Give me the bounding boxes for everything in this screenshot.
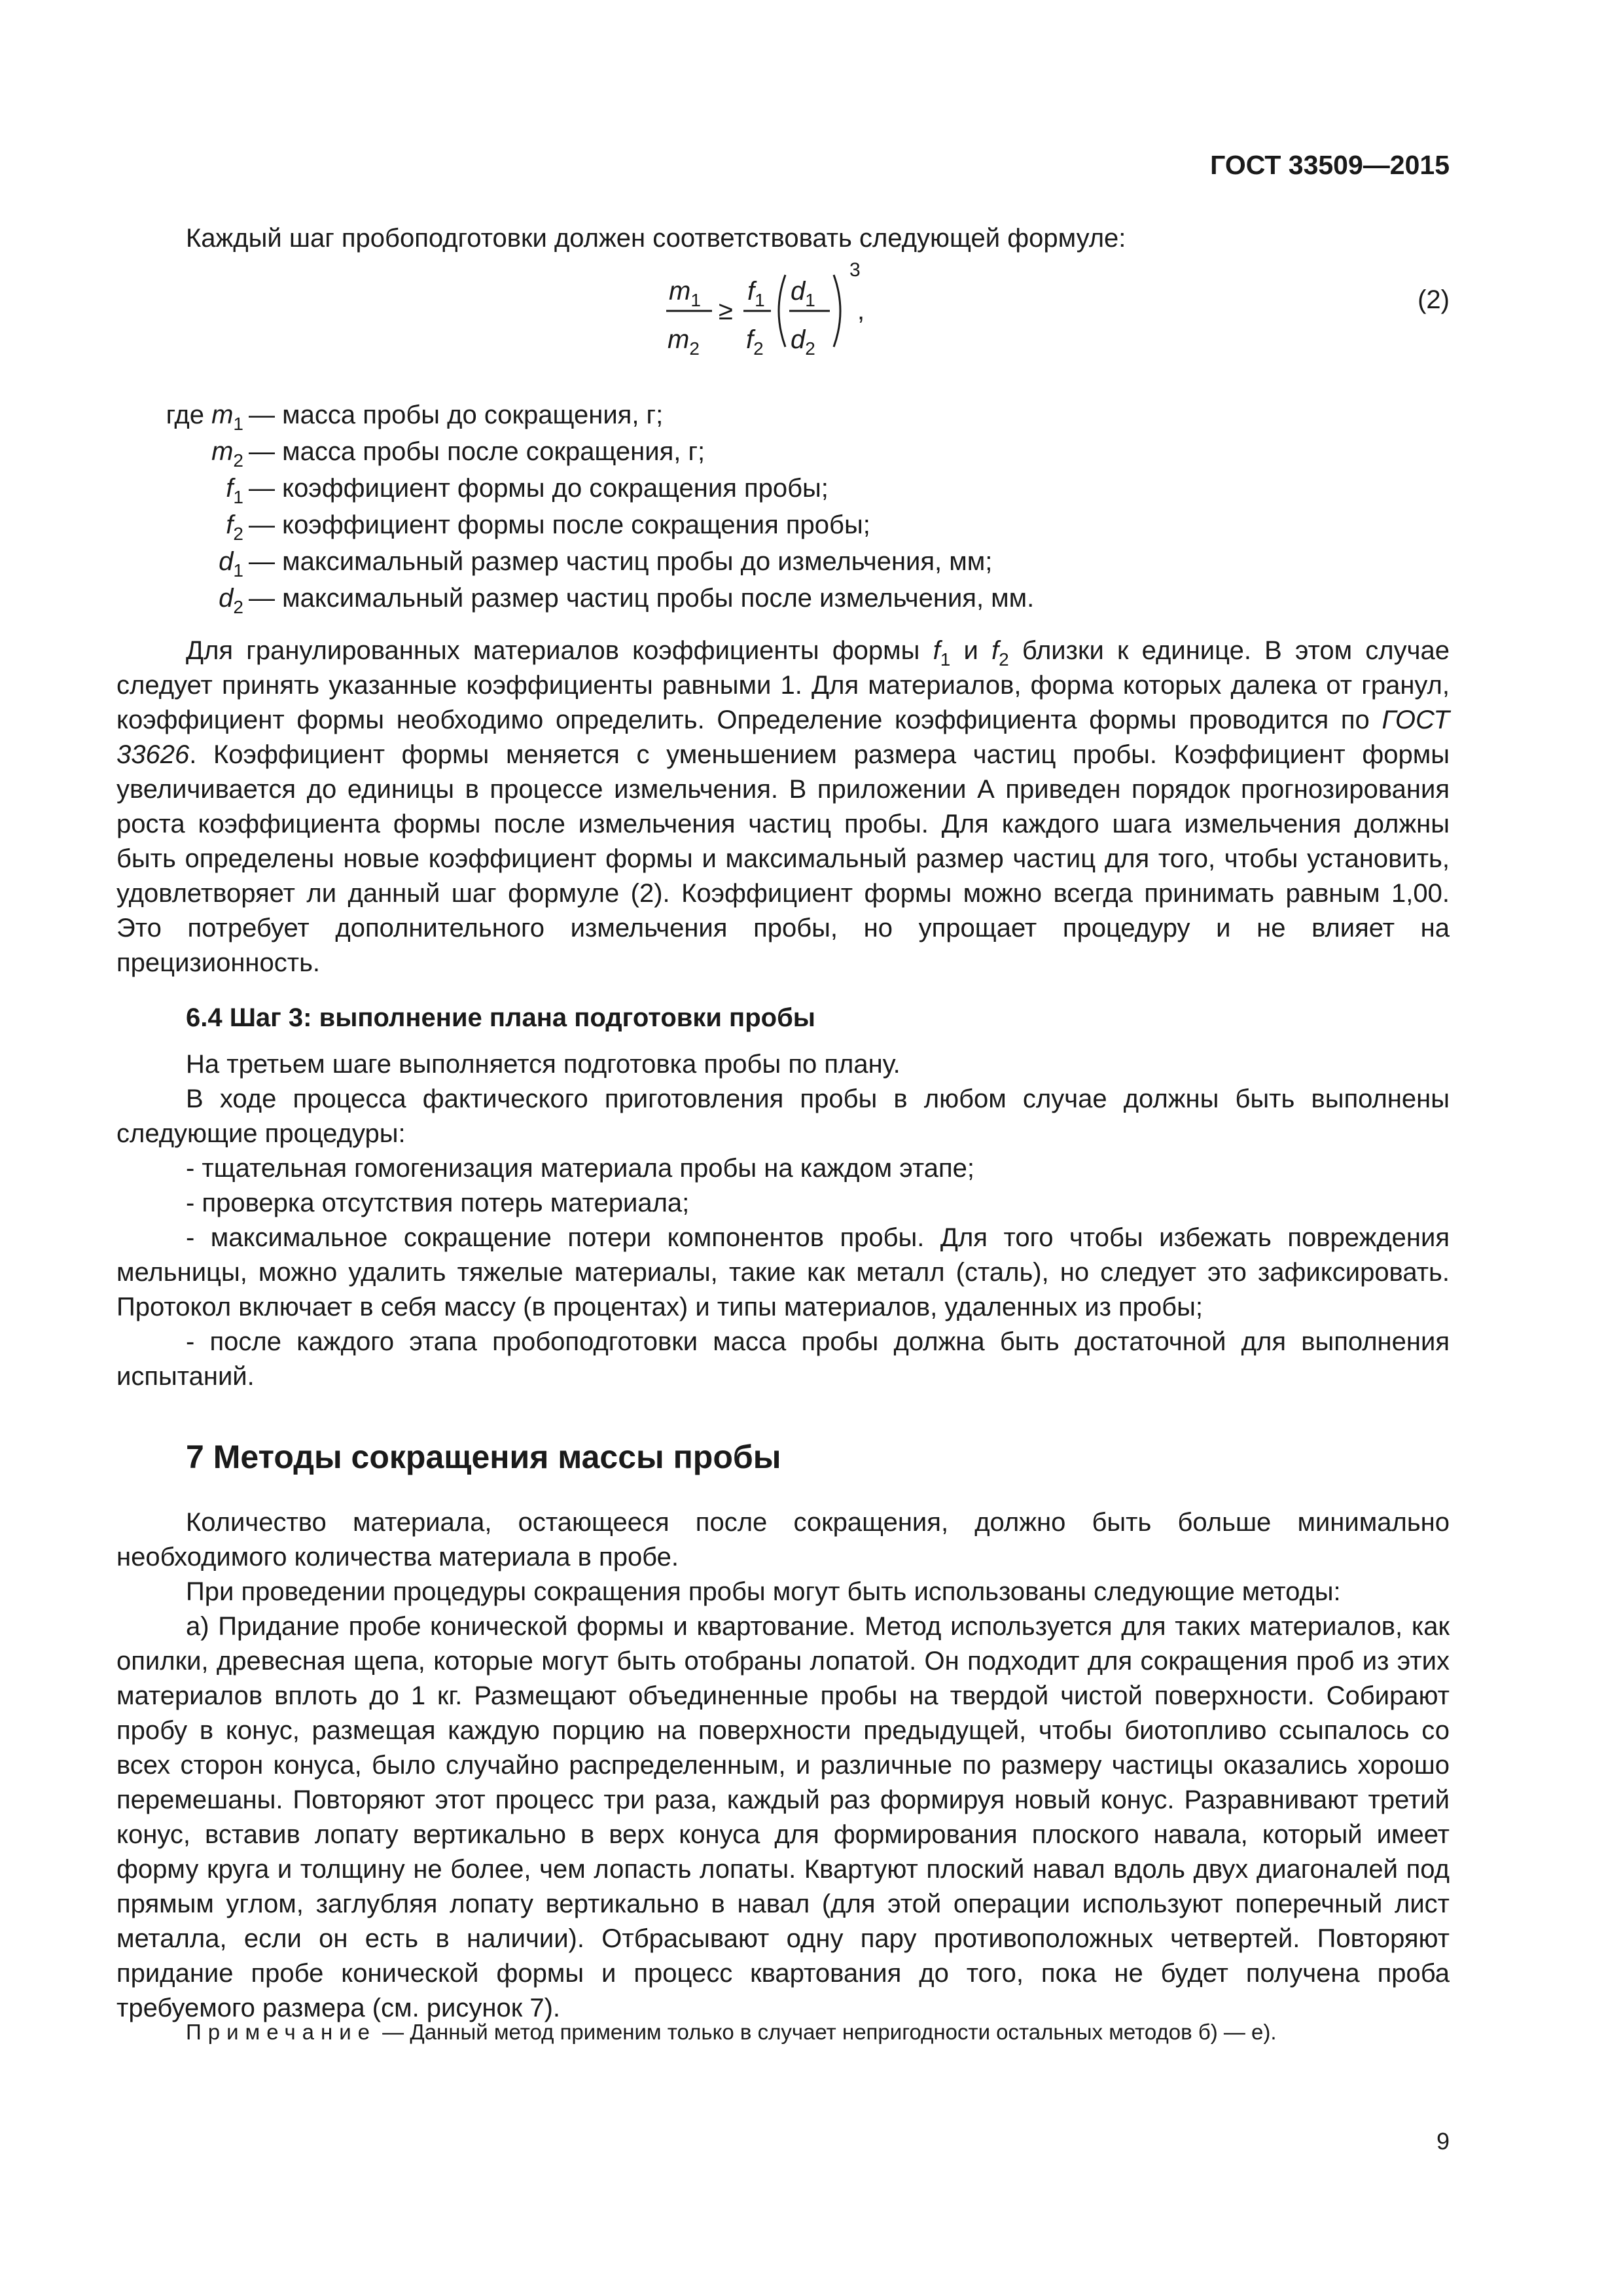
document-id-header: ГОСТ 33509—2015 [1210, 150, 1450, 180]
legend-row: $f_2$ — коэффициент формы после сокращения пробы; [226, 511, 870, 544]
formula-d1: $d_1$ [791, 277, 815, 310]
note-label: Примечание [186, 2020, 377, 2044]
method-a-paragraph: а) Придание пробе конической формы и квартование. Метод используется для таких материалов, как опилки, древесная щепа, которые могут быть отобраны лопатой. Он подходит для сокращения проб из этих материалов вплоть до 1 кг. Размещают объединенные пробы на твердой чистой поверхности. Собирают пробу в конус, размещая каждую порцию на поверхности предыдущей, чтобы биотопливо ссыпалось со всех сторон конуса, было случайно распределенным, и различные по размеру частицы оказались хорошо перемешаны. Повторяют этот процесс три раза, каждый раз формируя новый конус. Разравнивают третий конус, вставив лопату вертикально в верх конуса для формирования плоского навала, который имеет форму круга и толщину не более, чем лопасть лопаты. Квартуют плоский навал вдоль двух диагоналей под прямым углом, заглубляя лопату вертикально в навал (для этой операции используют поперечный лист металла, если он есть в наличии). Отбрасывают одну пару противоположных четвертей. Повторяют придание пробе конической формы и процесс квартования до того, пока не будет получена проба требуемого размера (см. рисунок 7). [116, 1612, 1450, 2022]
granular-paragraph: Для гранулированных материалов коэффициенты формы $f_1$ и $f_2$ близки к единице. В этом случае следует принять указанные коэффициенты равными 1. Для материалов, форма которых далека от гранул, коэффициент формы необходимо определить. Определение коэффициента формы проводится по ГОСТ 33626. Коэффициент формы меняется с уменьшением размера частиц пробы. Коэффициент формы увеличивается до единицы в процессе измельчения. В приложении А приведен порядок прогнозирования роста коэффициента формы после измельчения частиц пробы. Для каждого шага измельчения должны быть определены новые коэффициент формы и максимальный размер частиц для того, чтобы установить, удовлетворяет ли данный шаг формуле (2). Коэффициент формы можно всегда принимать равным 1,00. Это потребует дополнительного измельчения пробы, но упрощает процедуру и не влияет на прецизионность. [116, 636, 1450, 977]
legend-row: $m_2$ — масса пробы после сокращения, г; [211, 437, 705, 471]
section-6-4-heading: 6.4 Шаг 3: выполнение плана подготовки пробы [186, 1003, 815, 1032]
formula-exponent: 3 [849, 259, 861, 281]
formula-trailing-comma: , [857, 296, 865, 325]
section-6-4-paragraph: На третьем шаге выполняется подготовка пробы по плану. [186, 1050, 901, 1079]
formula-m2: $m_2$ [668, 325, 700, 359]
intro-text: Каждый шаг пробоподготовки должен соответствовать следующей формуле: [186, 224, 1126, 253]
formula-left-paren [779, 275, 785, 347]
section-7-paragraph: При проведении процедуры сокращения пробы могут быть использованы следующие методы: [186, 1577, 1341, 1606]
formula-f1: $f_1$ [747, 277, 765, 310]
page-number: 9 [1436, 2128, 1450, 2155]
formula-f2: $f_2$ [746, 325, 764, 359]
standard-reference: ГОСТ 33626 [116, 706, 1450, 769]
procedure-item: - тщательная гомогенизация материала пробы на каждом этапе; [186, 1154, 974, 1183]
formula-m1: $m_1$ [669, 277, 701, 310]
procedure-item: - после каждого этапа пробоподготовки масса пробы должна быть достаточной для выполнения испытаний. [116, 1327, 1450, 1391]
formula-right-paren [834, 275, 840, 347]
procedure-item: - максимальное сокращение потери компонентов пробы. Для того чтобы избежать повреждения мельницы, можно удалить тяжелые материалы, такие как металл (сталь), но следует это зафиксировать. Протокол включает в себя массу (в процентах) и типы материалов, удаленных из пробы; [116, 1223, 1450, 1321]
legend-row: $d_2$ — максимальный размер частиц пробы после измельчения, мм. [219, 584, 1035, 617]
formula-relation: ≥ [719, 296, 733, 325]
formula-2 [661, 249, 877, 373]
legend-lead: где [166, 401, 204, 429]
procedure-item: - проверка отсутствия потерь материала; [186, 1189, 690, 1217]
equation-number: (2) [1418, 285, 1450, 314]
note [186, 2015, 1277, 2049]
section-6-4-paragraph: В ходе процесса фактического приготовления пробы в любом случае должны быть выполнены следующие процедуры: [116, 1085, 1450, 1148]
legend-row: где $m_1$ — масса пробы до сокращения, г; [166, 401, 664, 434]
legend-row: $f_1$ — коэффициент формы до сокращения пробы; [226, 474, 829, 507]
section-7-heading: 7 Методы сокращения массы пробы [186, 1439, 781, 1475]
section-7-paragraph: Количество материала, остающееся после сокращения, должно быть больше минимально необходимого количества материала в пробе. [116, 1508, 1450, 1571]
note-text: — Данный метод применим только в случает непригодности остальных методов б) — е). [376, 2020, 1277, 2044]
formula-d2: $d_2$ [791, 325, 815, 359]
legend-row: $d_1$ — максимальный размер частиц пробы до измельчения, мм; [219, 547, 993, 581]
